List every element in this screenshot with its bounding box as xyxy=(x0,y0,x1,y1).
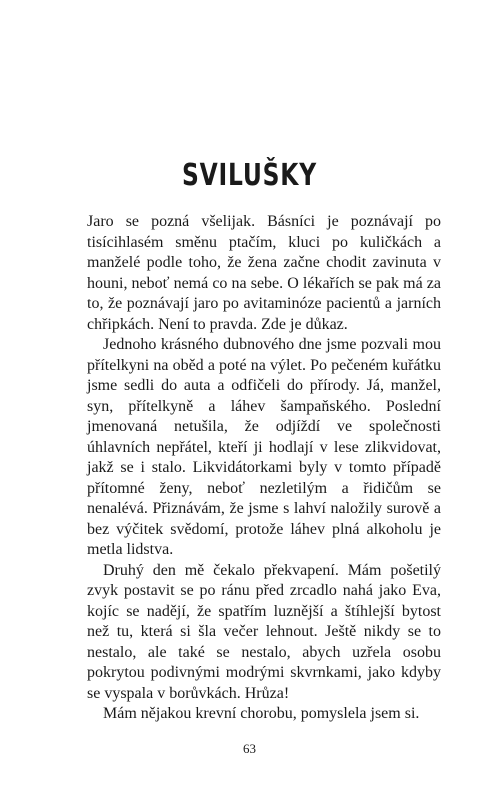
paragraph: Jednoho krásného dubnového dne jsme pozvali mou přítelkyni na oběd a poté na výlet. Po pečeném kuřátku jsme sedli do auta a odfičeli do přírody. Já, manžel, syn, přítelkyně a láhev šampaňského. Poslední jmenovaná netušila, že odjíždí ve společnosti úhlavních nepřátel, kteří ji hodlají v lese zlikvidovat, jakž se i stalo. Likvidátorkami byly v tomto případě přítomné ženy, neboť nezletilým a řidičům se nenalévá. Přiznávám, že jsme s lahví naložily surově a bez výčitek svědomí, protože láhev plná alkoholu je metla lidstva. xyxy=(87,336,441,558)
paragraph: Mám nějakou krevní chorobu, pomyslela jsem si. xyxy=(103,705,420,722)
paragraph: Druhý den mě čekalo překvapení. Mám pošetilý zvyk postavit se po ránu před zrcadlo nahá jako Eva, kojíc se nadějí, že spatřím luznější a štíhlejší bytost než tu, která si šla večer lehnout. Ještě nikdy se to nestalo, ale také se nestalo, abych uzřela osobu pokrytou podivnými modrými skvrnkami, jako kdyby se vyspala v borůvkách. Hrůza! xyxy=(87,561,441,702)
body-text xyxy=(87,212,441,725)
paragraph: Jaro se pozná všelijak. Básníci je poznávají po tisícihlasém směnu ptačím, kluci po kuličkách a manželé podle toho, že žena začne chodit zavinuta v houni, neboť nemá co na sebe. O lékařích se pak má za to, že poznávají jaro po avitaminóze pacientů a jarních chřipkách. Není to pravda. Zde je důkaz. xyxy=(87,213,441,333)
chapter-title: SVILUŠKY xyxy=(182,158,317,193)
page-number: 63 xyxy=(243,741,256,756)
